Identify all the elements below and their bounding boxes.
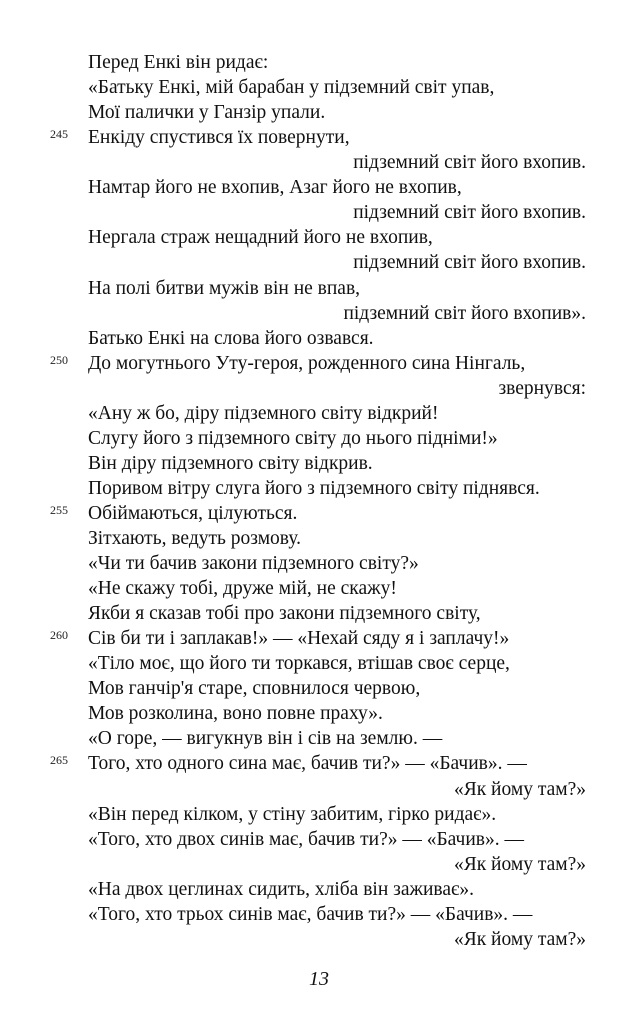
verse-line: «На двох цеглинах сидить, хліба він заживає». — [88, 878, 474, 900]
line-number: 260 — [50, 628, 68, 643]
verse-line: Якби я сказав тобі про закони підземного світу, — [88, 603, 481, 625]
verse-line: підземний світ його вхопив». — [343, 302, 586, 324]
verse-line: Обіймаються, цілуються. — [88, 502, 298, 524]
verse-line: «Тіло моє, що його ти торкався, втішав своє серце, — [88, 653, 510, 675]
line-number: 250 — [50, 352, 68, 367]
verse-line: Того, хто одного сина має, бачив ти?» — «Бачив». — — [88, 753, 527, 775]
line-number: 265 — [50, 753, 68, 768]
verse-line: Енкіду спустився їх повернути, — [88, 127, 350, 149]
verse-line: До могутнього Уту-героя, рожденного сина Нінгаль, — [88, 352, 526, 374]
verse-line: Намтар його не вхопив, Азаг його не вхопив, — [88, 177, 462, 199]
verse-line: Нергала страж нещадний його не вхопив, — [88, 227, 433, 249]
verse-line: «О горе, — вигукнув він і сів на землю. — — [88, 728, 443, 750]
verse-line: «Того, хто двох синів має, бачив ти?» — «Бачив». — — [88, 828, 525, 850]
verse-line: підземний світ його вхопив. — [353, 252, 586, 274]
verse-line: Батько Енкі на слова його озвався. — [88, 327, 374, 349]
verse-line: Поривом вітру слуга його з підземного світу піднявся. — [88, 477, 540, 499]
verse-line: Він діру підземного світу відкрив. — [88, 452, 373, 474]
verse-line: Мої палички у Ганзір упали. — [88, 102, 326, 124]
page-number: 13 — [309, 968, 329, 990]
verse-line: «Як йому там?» — [453, 928, 586, 950]
verse-line: Перед Енкі він ридає: — [88, 52, 269, 73]
verse-line: Зітхають, ведуть розмову. — [88, 528, 302, 549]
verse-line: Мов розколина, воно повне праху». — [88, 703, 383, 725]
verse-line: «Батьку Енкі, мій барабан у підземний світ упав, — [88, 77, 495, 98]
line-number: 245 — [50, 127, 68, 142]
verse-line: «Не скажу тобі, друже мій, не скажу! — [88, 578, 397, 600]
verse-line: На полі битви мужів він не впав, — [88, 277, 361, 299]
verse-line: підземний світ його вхопив. — [353, 152, 586, 174]
verse-line: Слугу його з підземного світу до нього підніми!» — [88, 427, 498, 449]
verse-line: Мов ганчір'я старе, сповнилося червою, — [88, 678, 421, 700]
verse-line: підземний світ його вхопив. — [353, 202, 586, 224]
verse-line: звернувся: — [498, 377, 586, 399]
verse-line: «Чи ти бачив закони підземного світу?» — [88, 553, 419, 574]
verse-line: Сів би ти і заплакав!» — «Нехай сяду я і заплачу!» — [88, 628, 510, 650]
verse-line: «Як йому там?» — [453, 778, 586, 800]
verse-line: «Як йому там?» — [453, 853, 586, 875]
verse-line: «Він перед кілком, у стіну забитим, гірко ридає». — [88, 803, 497, 825]
line-number: 255 — [50, 502, 68, 517]
verse-line: «Того, хто трьох синів має, бачив ти?» — «Бачив». — — [88, 903, 533, 925]
verse-line: «Ану ж бо, діру підземного світу відкрий! — [88, 402, 439, 424]
